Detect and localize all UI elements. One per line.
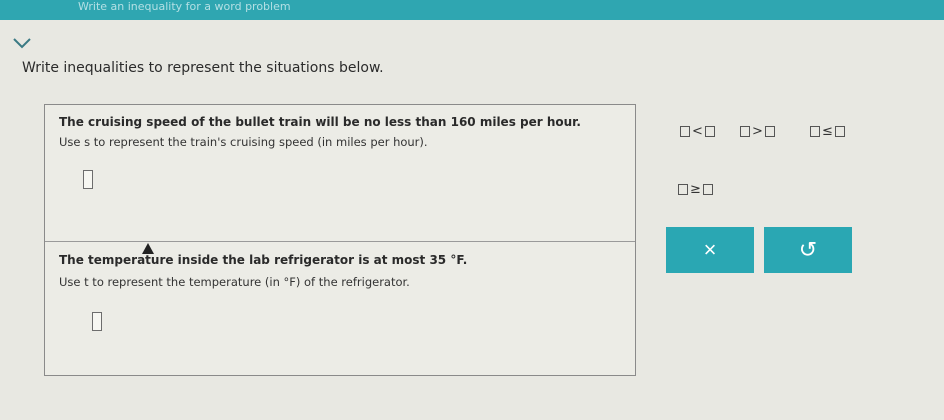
problem-2 <box>45 242 635 375</box>
placeholder-box-icon <box>680 126 690 137</box>
problem-2-answer-input[interactable] <box>92 312 102 331</box>
greater-than-button[interactable] <box>736 122 779 141</box>
problem-1-statement: The cruising speed of the bullet train will be no less than 160 miles per hour. <box>59 115 581 129</box>
placeholder-box-icon <box>678 184 688 195</box>
less-or-equal-icon: ≤ <box>822 124 833 139</box>
problem-1-variable: Use s to represent the train's cruising speed (in miles per hour). <box>59 135 428 149</box>
clear-button[interactable] <box>666 227 754 273</box>
undo-button[interactable] <box>764 227 852 273</box>
problem-2-variable: Use t to represent the temperature (in °F) of the refrigerator. <box>59 275 410 289</box>
placeholder-box-icon <box>765 126 775 137</box>
header-bar <box>0 0 944 20</box>
placeholder-box-icon <box>835 126 845 137</box>
problem-2-statement: The temperature inside the lab refrigerator is at most 35 °F. <box>59 253 468 267</box>
less-than-icon: < <box>692 124 703 139</box>
less-or-equal-button[interactable] <box>806 122 849 141</box>
instruction-text: Write inequalities to represent the situations below. <box>22 60 384 76</box>
header-title: Write an inequality for a word problem <box>78 0 291 13</box>
placeholder-box-icon <box>740 126 750 137</box>
undo-icon: ↺ <box>798 237 818 262</box>
problem-1-answer-input[interactable] <box>83 170 93 189</box>
greater-or-equal-icon: ≥ <box>690 182 701 197</box>
close-icon: × <box>703 237 717 262</box>
problems-panel <box>44 104 636 376</box>
placeholder-box-icon <box>703 184 713 195</box>
less-than-button[interactable] <box>676 122 719 141</box>
placeholder-box-icon <box>705 126 715 137</box>
greater-than-icon: > <box>752 124 763 139</box>
problem-1 <box>45 105 635 242</box>
chevron-down-icon[interactable] <box>12 36 32 50</box>
mouse-cursor-icon <box>142 243 154 254</box>
greater-or-equal-button[interactable] <box>674 180 717 199</box>
placeholder-box-icon <box>810 126 820 137</box>
